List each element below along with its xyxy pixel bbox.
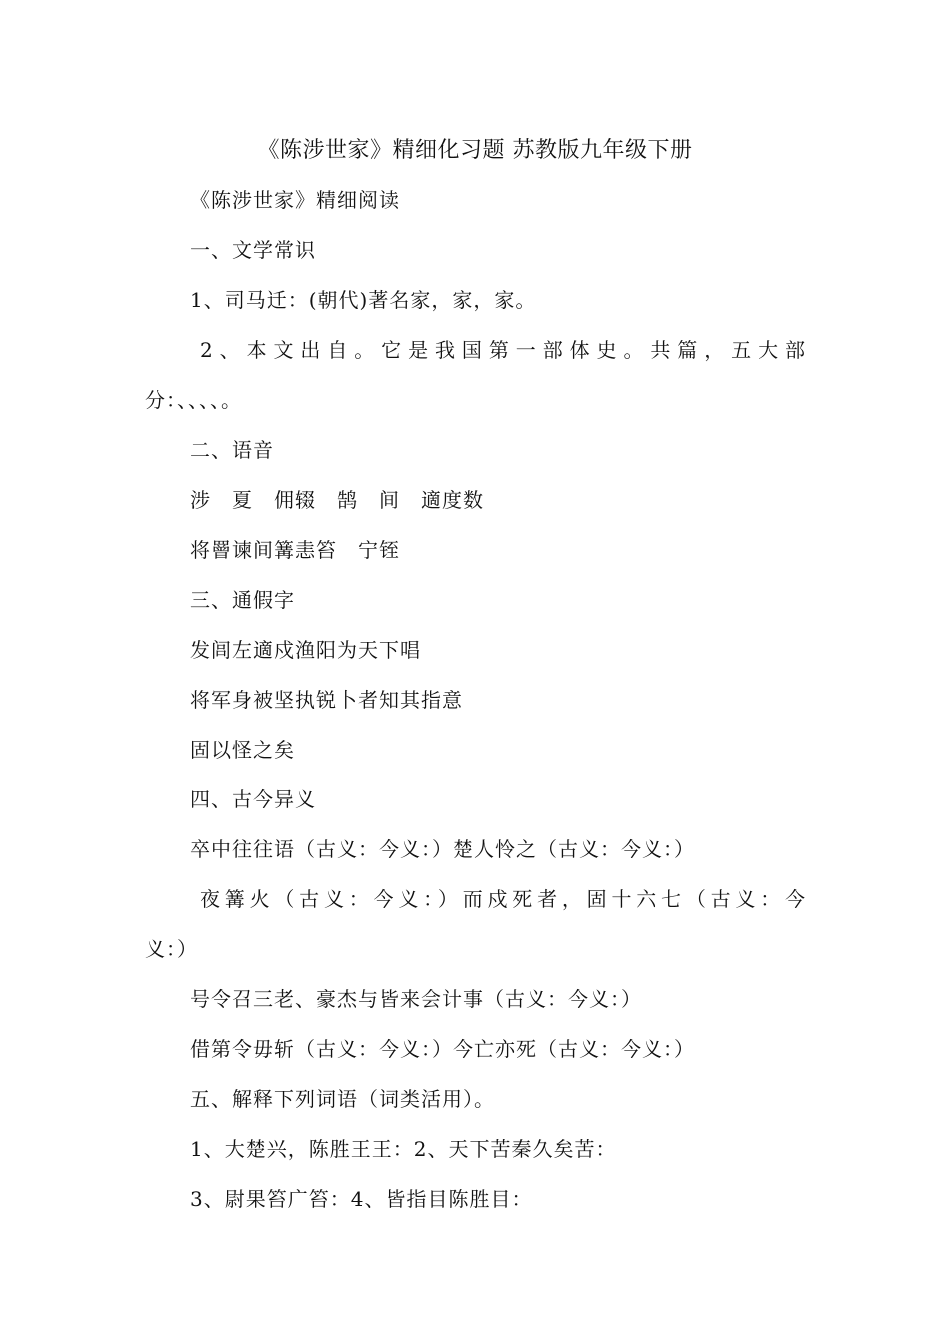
text-line-ancient-modern-3: 号令召三老、豪杰与皆来会计事（古义：今义：） bbox=[190, 987, 642, 1011]
text-line-reading-heading: 《陈涉世家》精细阅读 bbox=[190, 188, 400, 212]
section-heading-loan-characters: 三、通假字 bbox=[190, 588, 295, 612]
document-title: 《陈涉世家》精细化习题 苏教版九年级下册 bbox=[257, 138, 693, 163]
text-line-explanation-1: 1、大楚兴，陈胜王王：2、天下苦秦久矣苦： bbox=[190, 1137, 617, 1161]
text-line-source-continued: 分：、、、、。 bbox=[145, 388, 242, 412]
text-line-loan-2: 将军身被坚执锐卜者知其指意 bbox=[190, 688, 463, 712]
text-line-ancient-modern-2: 夜篝火（古义：今义：）而戍死者，固十六七（古义：今 bbox=[200, 887, 806, 911]
text-line-loan-1: 发闾左適戍渔阳为天下唱 bbox=[190, 638, 421, 662]
text-line-pronunciation-1: 涉 夏 佣辍 鹄 间 適度数 bbox=[190, 488, 484, 512]
text-line-ancient-modern-1: 卒中往往语（古义：今义：）楚人怜之（古义：今义：） bbox=[190, 837, 695, 861]
section-heading-pronunciation: 二、语音 bbox=[190, 438, 274, 462]
text-line-pronunciation-2: 将罾谏间篝恚笞 宁铚 bbox=[190, 538, 400, 562]
section-heading-literature: 一、文学常识 bbox=[190, 238, 316, 262]
text-line-explanation-2: 3、尉果笞广笞：4、皆指目陈胜目： bbox=[190, 1187, 533, 1211]
section-heading-word-explanation: 五、解释下列词语（词类活用）。 bbox=[190, 1087, 495, 1111]
text-line-ancient-modern-4: 借第令毋斩（古义：今义：）今亡亦死（古义：今义：） bbox=[190, 1037, 695, 1061]
text-line-ancient-modern-2-continued: 义：） bbox=[145, 937, 198, 961]
text-line-sima-qian: 1、司马迁：(朝代)著名家，家，家。 bbox=[190, 288, 537, 312]
text-line-source: 2、本文出自。它是我国第一部体史。共篇，五大部 bbox=[200, 338, 806, 362]
text-line-loan-3: 固以怪之矣 bbox=[190, 738, 295, 762]
section-heading-ancient-modern: 四、古今异义 bbox=[190, 787, 316, 811]
